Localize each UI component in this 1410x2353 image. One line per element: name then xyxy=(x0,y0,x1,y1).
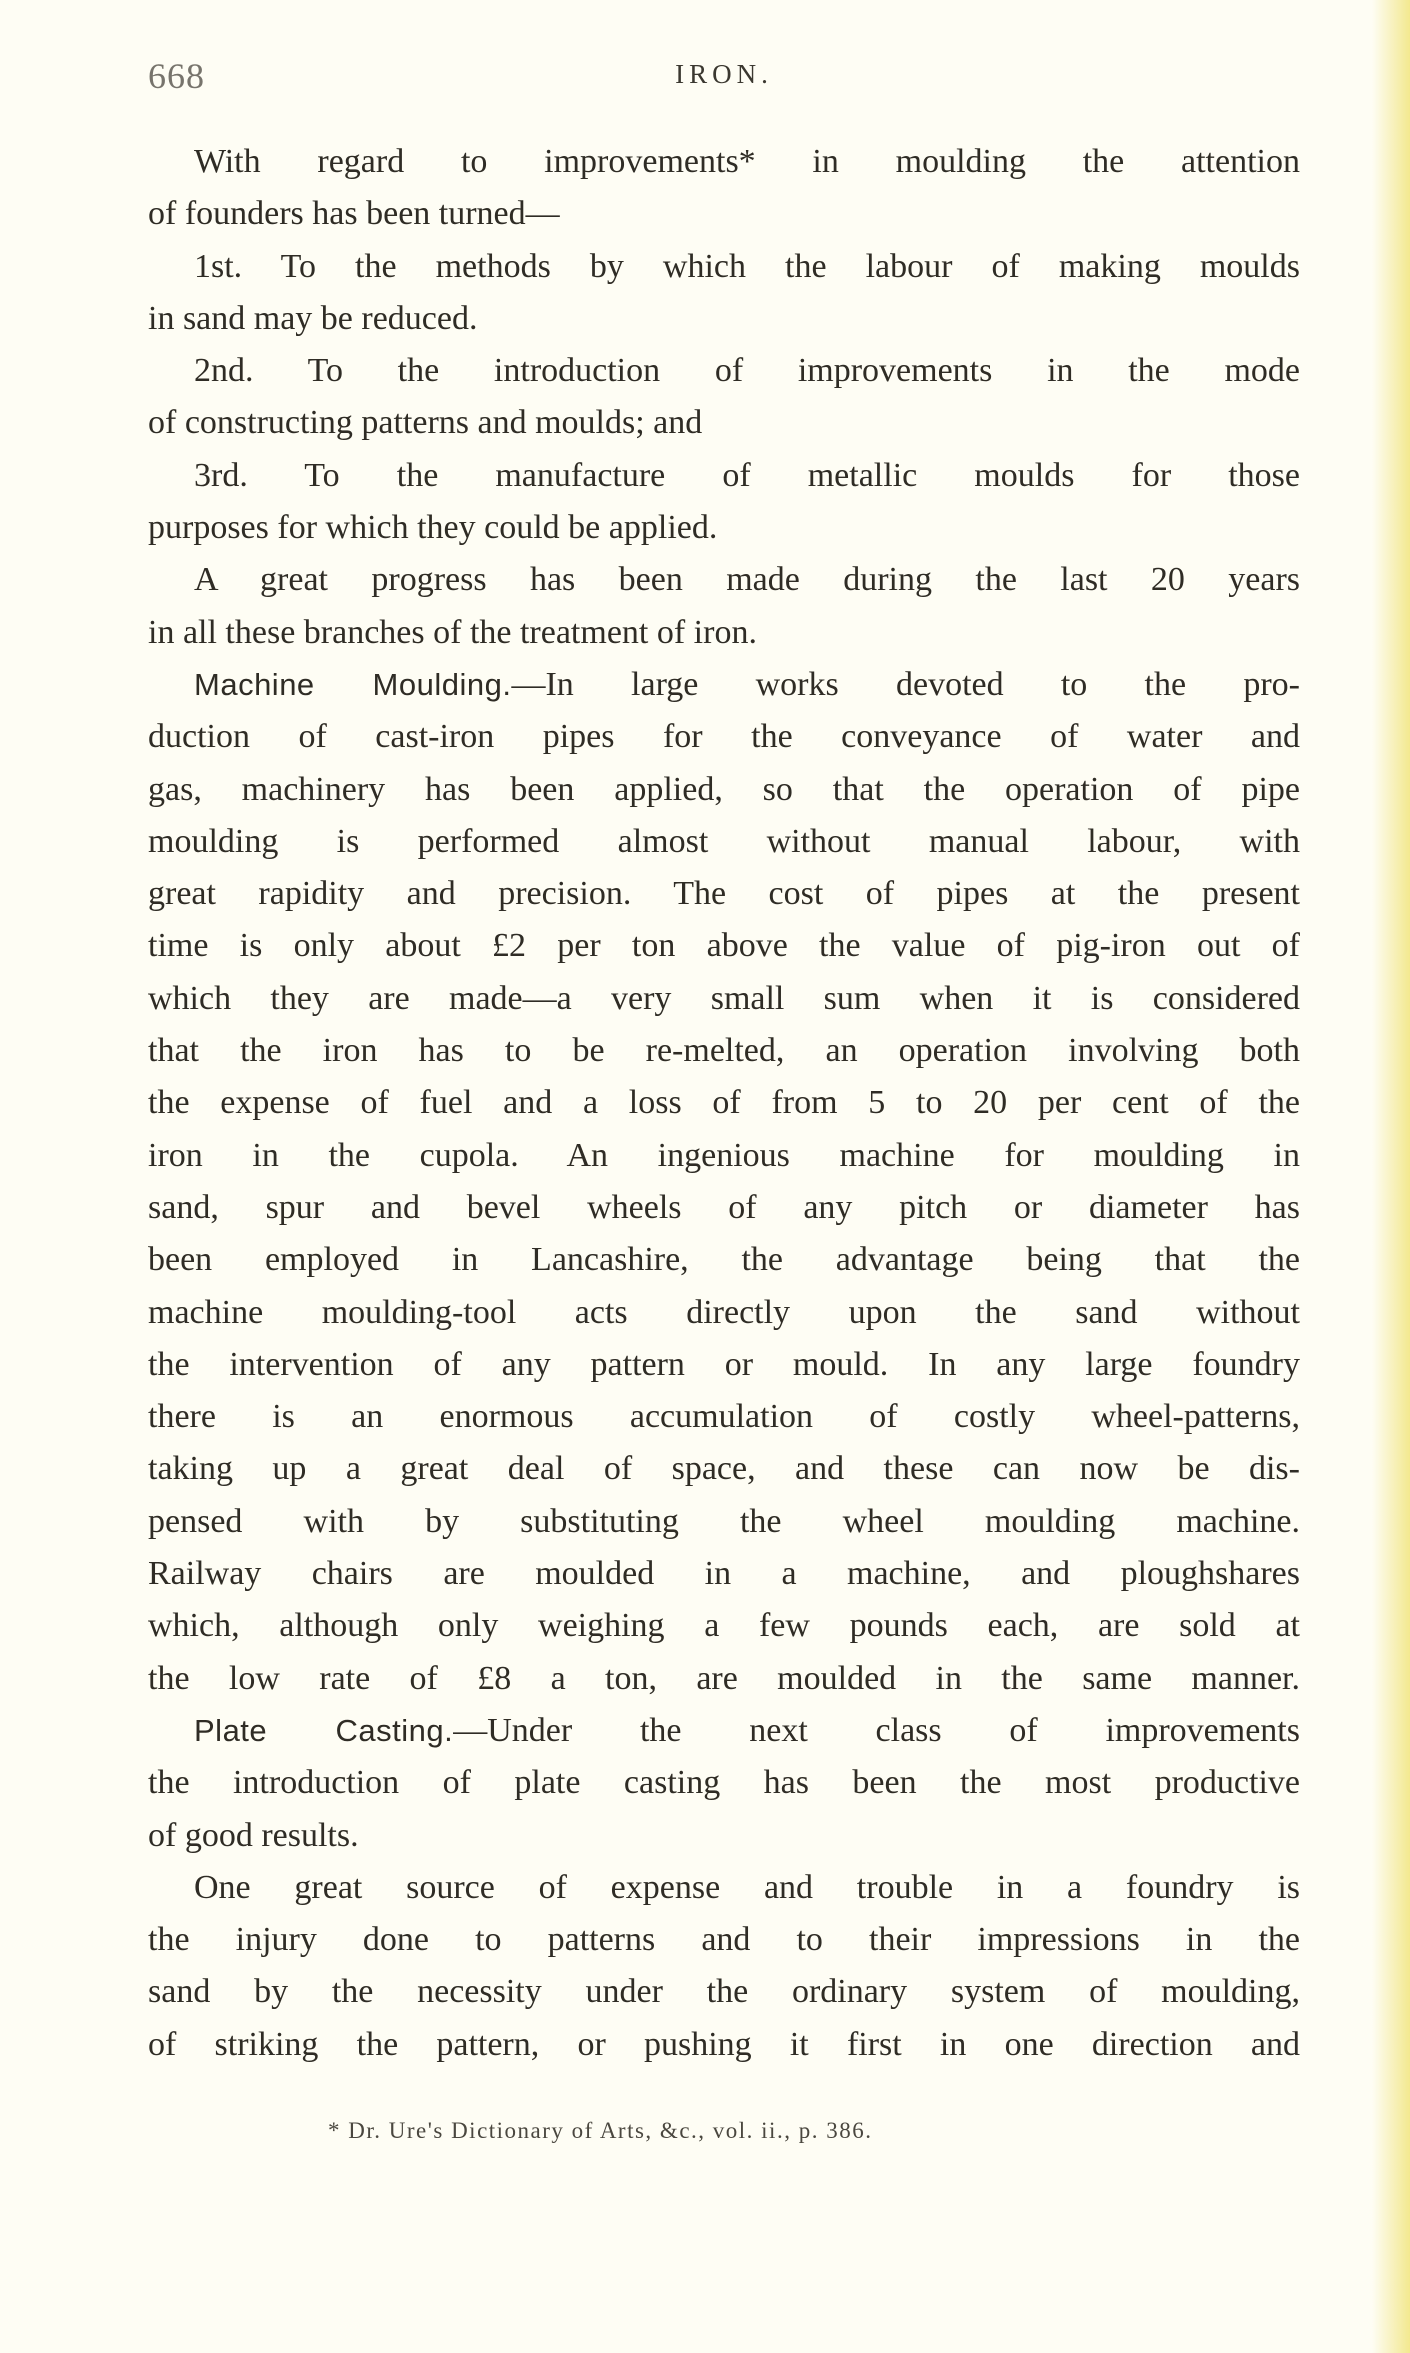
line-text: the intervention of any pattern or mould. In any large foundry xyxy=(148,1345,1300,1383)
text-line xyxy=(148,1548,1300,1600)
line-text: gas, machinery has been applied, so that the operation of pipe xyxy=(148,770,1300,808)
text-line xyxy=(148,607,1300,659)
line-text: in sand may be reduced. xyxy=(148,299,478,337)
footnote: * Dr. Ure's Dictionary of Arts, &c., vol. ii., p. 386. xyxy=(328,2118,873,2143)
page-number: 668 xyxy=(148,56,205,96)
line-text: which they are made—a very small sum when it is considered xyxy=(148,979,1300,1017)
line-text: moulding is performed almost without manual labour, with xyxy=(148,822,1300,860)
text-line xyxy=(148,293,1300,345)
text-line xyxy=(148,973,1300,1025)
text-line xyxy=(148,868,1300,920)
text-line xyxy=(148,920,1300,972)
text-line xyxy=(148,345,1300,397)
line-text: 3rd. To the manufacture of metallic moulds for those xyxy=(194,456,1300,494)
text-line xyxy=(148,136,1300,188)
line-text: which, although only weighing a few pounds each, are sold at xyxy=(148,1607,1300,1645)
text-line xyxy=(148,502,1300,554)
text-line xyxy=(148,1862,1300,1914)
text-line xyxy=(148,188,1300,240)
text-line xyxy=(148,816,1300,868)
body-text xyxy=(148,136,1300,2071)
line-text: One great source of expense and trouble in a foundry is xyxy=(194,1868,1300,1906)
line-text: the expense of fuel and a loss of from 5 to 20 per cent of the xyxy=(148,1084,1300,1122)
line-text: time is only about £2 per ton above the value of pig-iron out of xyxy=(148,927,1300,965)
line-text: great rapidity and precision. The cost of pipes at the present xyxy=(148,875,1300,913)
text-line xyxy=(148,1757,1300,1809)
text-line xyxy=(148,1914,1300,1966)
text-line xyxy=(148,1653,1300,1705)
text-line xyxy=(148,1077,1300,1129)
line-text: of striking the pattern, or pushing it first in one direction and xyxy=(148,2025,1300,2063)
line-text: A great progress has been made during the last 20 years xyxy=(194,561,1300,599)
line-text: of constructing patterns and moulds; and xyxy=(148,404,703,442)
line-text: the injury done to patterns and to their impressions in the xyxy=(148,1921,1300,1959)
text-line xyxy=(148,1810,1300,1862)
text-line xyxy=(148,241,1300,293)
text-line xyxy=(148,554,1300,606)
text-line xyxy=(148,1287,1300,1339)
text-line xyxy=(148,1966,1300,2018)
section-heading: Plate Casting. xyxy=(194,1712,454,1748)
line-text: purposes for which they could be applied. xyxy=(148,509,718,547)
line-text: the introduction of plate casting has been the most productive xyxy=(148,1764,1300,1802)
line-text: of founders has been turned— xyxy=(148,195,560,233)
running-title: IRON. xyxy=(675,59,773,89)
line-text: 2nd. To the introduction of improvements in the mode xyxy=(194,352,1300,390)
line-text: of good results. xyxy=(148,1816,359,1854)
text-line xyxy=(148,1234,1300,1286)
text-line xyxy=(148,450,1300,502)
text-line xyxy=(148,2019,1300,2071)
line-text: 1st. To the methods by which the labour of making moulds xyxy=(194,247,1300,285)
text-line xyxy=(148,1130,1300,1182)
line-text: With regard to improvements* in moulding the attention xyxy=(194,143,1300,180)
line-text: iron in the cupola. An ingenious machine for moulding in xyxy=(148,1136,1300,1174)
line-text: duction of cast-iron pipes for the conveyance of water and xyxy=(148,718,1300,756)
section-heading: Machine Moulding. xyxy=(194,666,512,702)
text-line xyxy=(148,711,1300,763)
line-text: —In large works devoted to the pro- xyxy=(511,665,1300,703)
text-line xyxy=(148,1443,1300,1495)
text-line xyxy=(148,1025,1300,1077)
text-line xyxy=(148,1705,1300,1757)
line-text: sand by the necessity under the ordinary system of moulding, xyxy=(148,1973,1300,2011)
line-text: sand, spur and bevel wheels of any pitch or diameter has xyxy=(148,1188,1300,1226)
text-line xyxy=(148,1182,1300,1234)
page-edge-tint xyxy=(1372,0,1410,2353)
line-text: pensed with by substituting the wheel moulding machine. xyxy=(148,1502,1300,1540)
line-text: been employed in Lancashire, the advantage being that the xyxy=(148,1241,1300,1279)
line-text: there is an enormous accumulation of costly wheel-patterns, xyxy=(148,1398,1300,1436)
line-text: in all these branches of the treatment of iron. xyxy=(148,613,757,651)
text-line xyxy=(148,1600,1300,1652)
line-text: taking up a great deal of space, and these can now be dis- xyxy=(148,1450,1300,1488)
text-line xyxy=(148,764,1300,816)
line-text: that the iron has to be re-melted, an operation involving both xyxy=(148,1032,1300,1070)
line-text: the low rate of £8 a ton, are moulded in the same manner. xyxy=(148,1659,1300,1697)
text-line xyxy=(148,1496,1300,1548)
running-head xyxy=(148,55,1300,105)
line-text: —Under the next class of improvements xyxy=(453,1711,1300,1749)
text-line xyxy=(148,397,1300,449)
line-text: Railway chairs are moulded in a machine, and ploughshares xyxy=(148,1555,1300,1593)
text-line xyxy=(148,659,1300,711)
text-line xyxy=(148,1339,1300,1391)
text-line xyxy=(148,1391,1300,1443)
line-text: machine moulding-tool acts directly upon the sand without xyxy=(148,1293,1300,1331)
